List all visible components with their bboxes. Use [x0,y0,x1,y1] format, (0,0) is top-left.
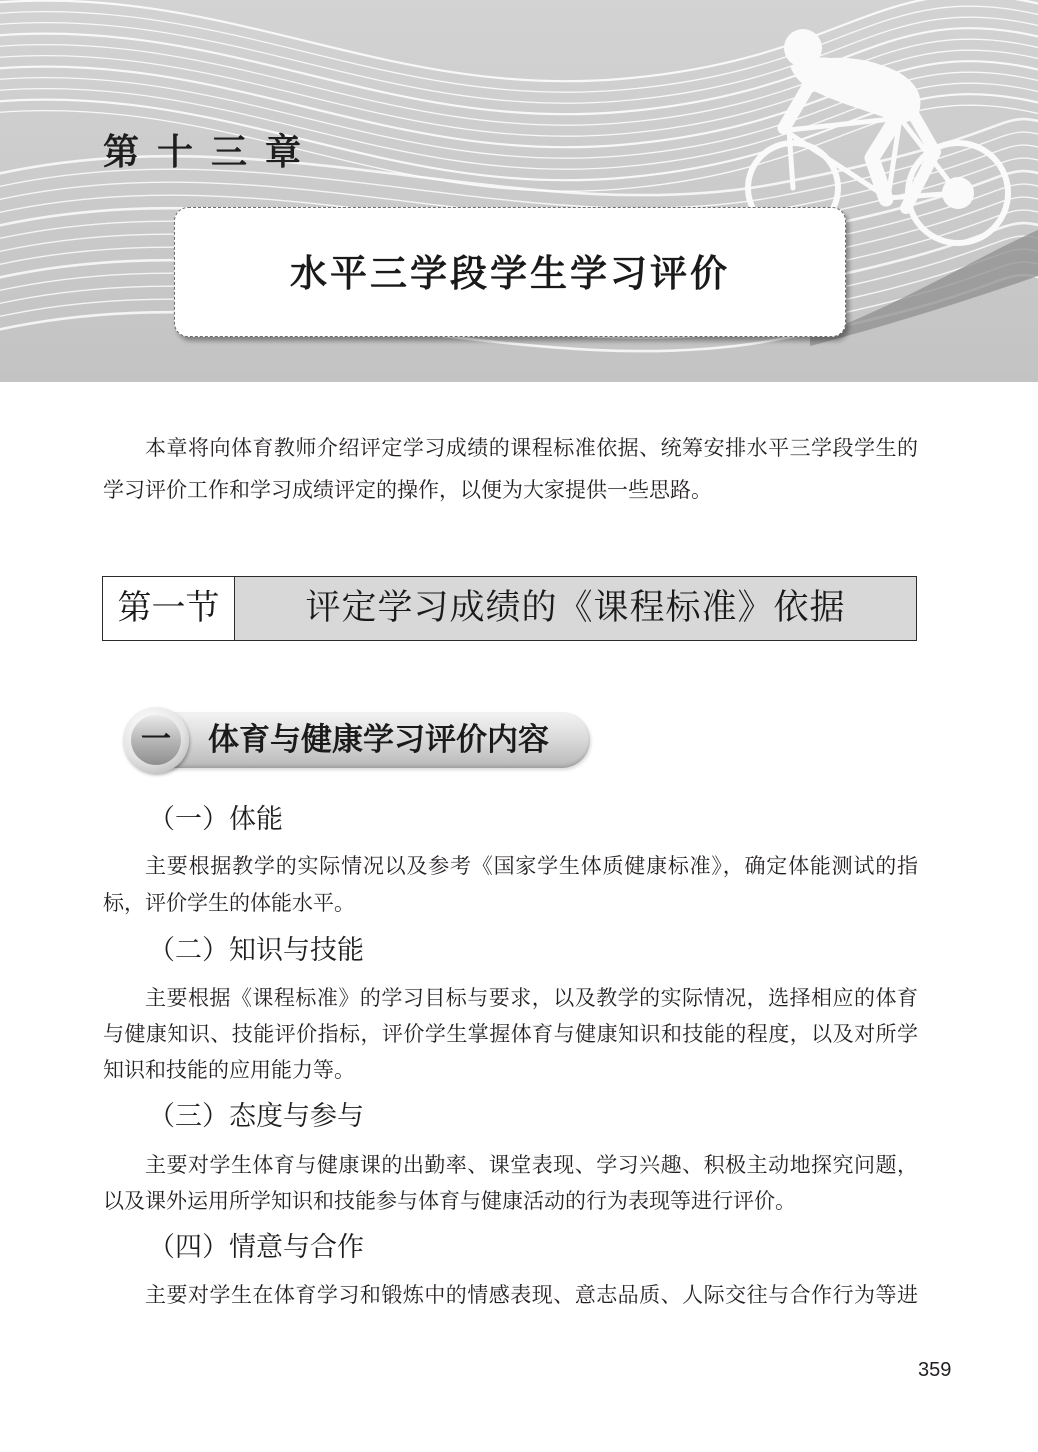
subsection-pill [152,712,590,768]
item-paragraph [103,1147,918,1219]
paragraph-line: 标，评价学生的体能水平。 [103,891,355,915]
paragraph-line: 主要对学生体育与健康课的出勤率、课堂表现、学习兴趣、积极主动地探究问题， [145,1153,918,1177]
intro-line: 本章将向体育教师介绍评定学习成绩的课程标准依据、统筹安排水平三学段学生的 [145,436,918,460]
subsection-number-badge [123,707,189,773]
chapter-header-banner [0,0,1038,382]
subsection-number: 一 [131,715,181,765]
item-paragraph [103,848,918,922]
intro-paragraph [103,427,918,511]
paragraph-line: 主要根据《课程标准》的学习目标与要求，以及教学的实际情况，选择相应的体育 [145,986,918,1010]
chapter-label: 第十三章 [103,131,320,173]
page-number: 359 [918,1359,952,1381]
item-heading: （一）体能 [148,804,283,835]
item-heading: （二）知识与技能 [148,935,364,966]
paragraph-line: 主要根据教学的实际情况以及参考《国家学生体质健康标准》，确定体能测试的指 [145,854,918,878]
section-number: 第一节 [103,577,235,640]
item-paragraph [103,1277,918,1313]
item-heading: （四）情意与合作 [148,1232,364,1263]
paragraph-line: 以及课外运用所学知识和技能参与体育与健康活动的行为表现等进行评价。 [103,1189,796,1213]
paragraph-line: 主要对学生在体育学习和锻炼中的情感表现、意志品质、人际交往与合作行为等进 [145,1283,918,1307]
section-heading-box [102,576,917,641]
paragraph-line: 知识和技能的应用能力等。 [103,1058,355,1082]
paragraph-line: 与健康知识、技能评价指标，评价学生掌握体育与健康知识和技能的程度，以及对所学 [103,1022,918,1046]
chapter-title-box [174,207,846,337]
chapter-title: 水平三学段学生学习评价 [290,251,730,295]
subsection-title: 体育与健康学习评价内容 [208,722,549,758]
intro-line: 学习评价工作和学习成绩评定的操作，以便为大家提供一些思路。 [103,478,712,502]
section-title: 评定学习成绩的《课程标准》依据 [235,577,916,640]
item-heading: （三）态度与参与 [148,1101,364,1132]
item-paragraph [103,980,918,1088]
